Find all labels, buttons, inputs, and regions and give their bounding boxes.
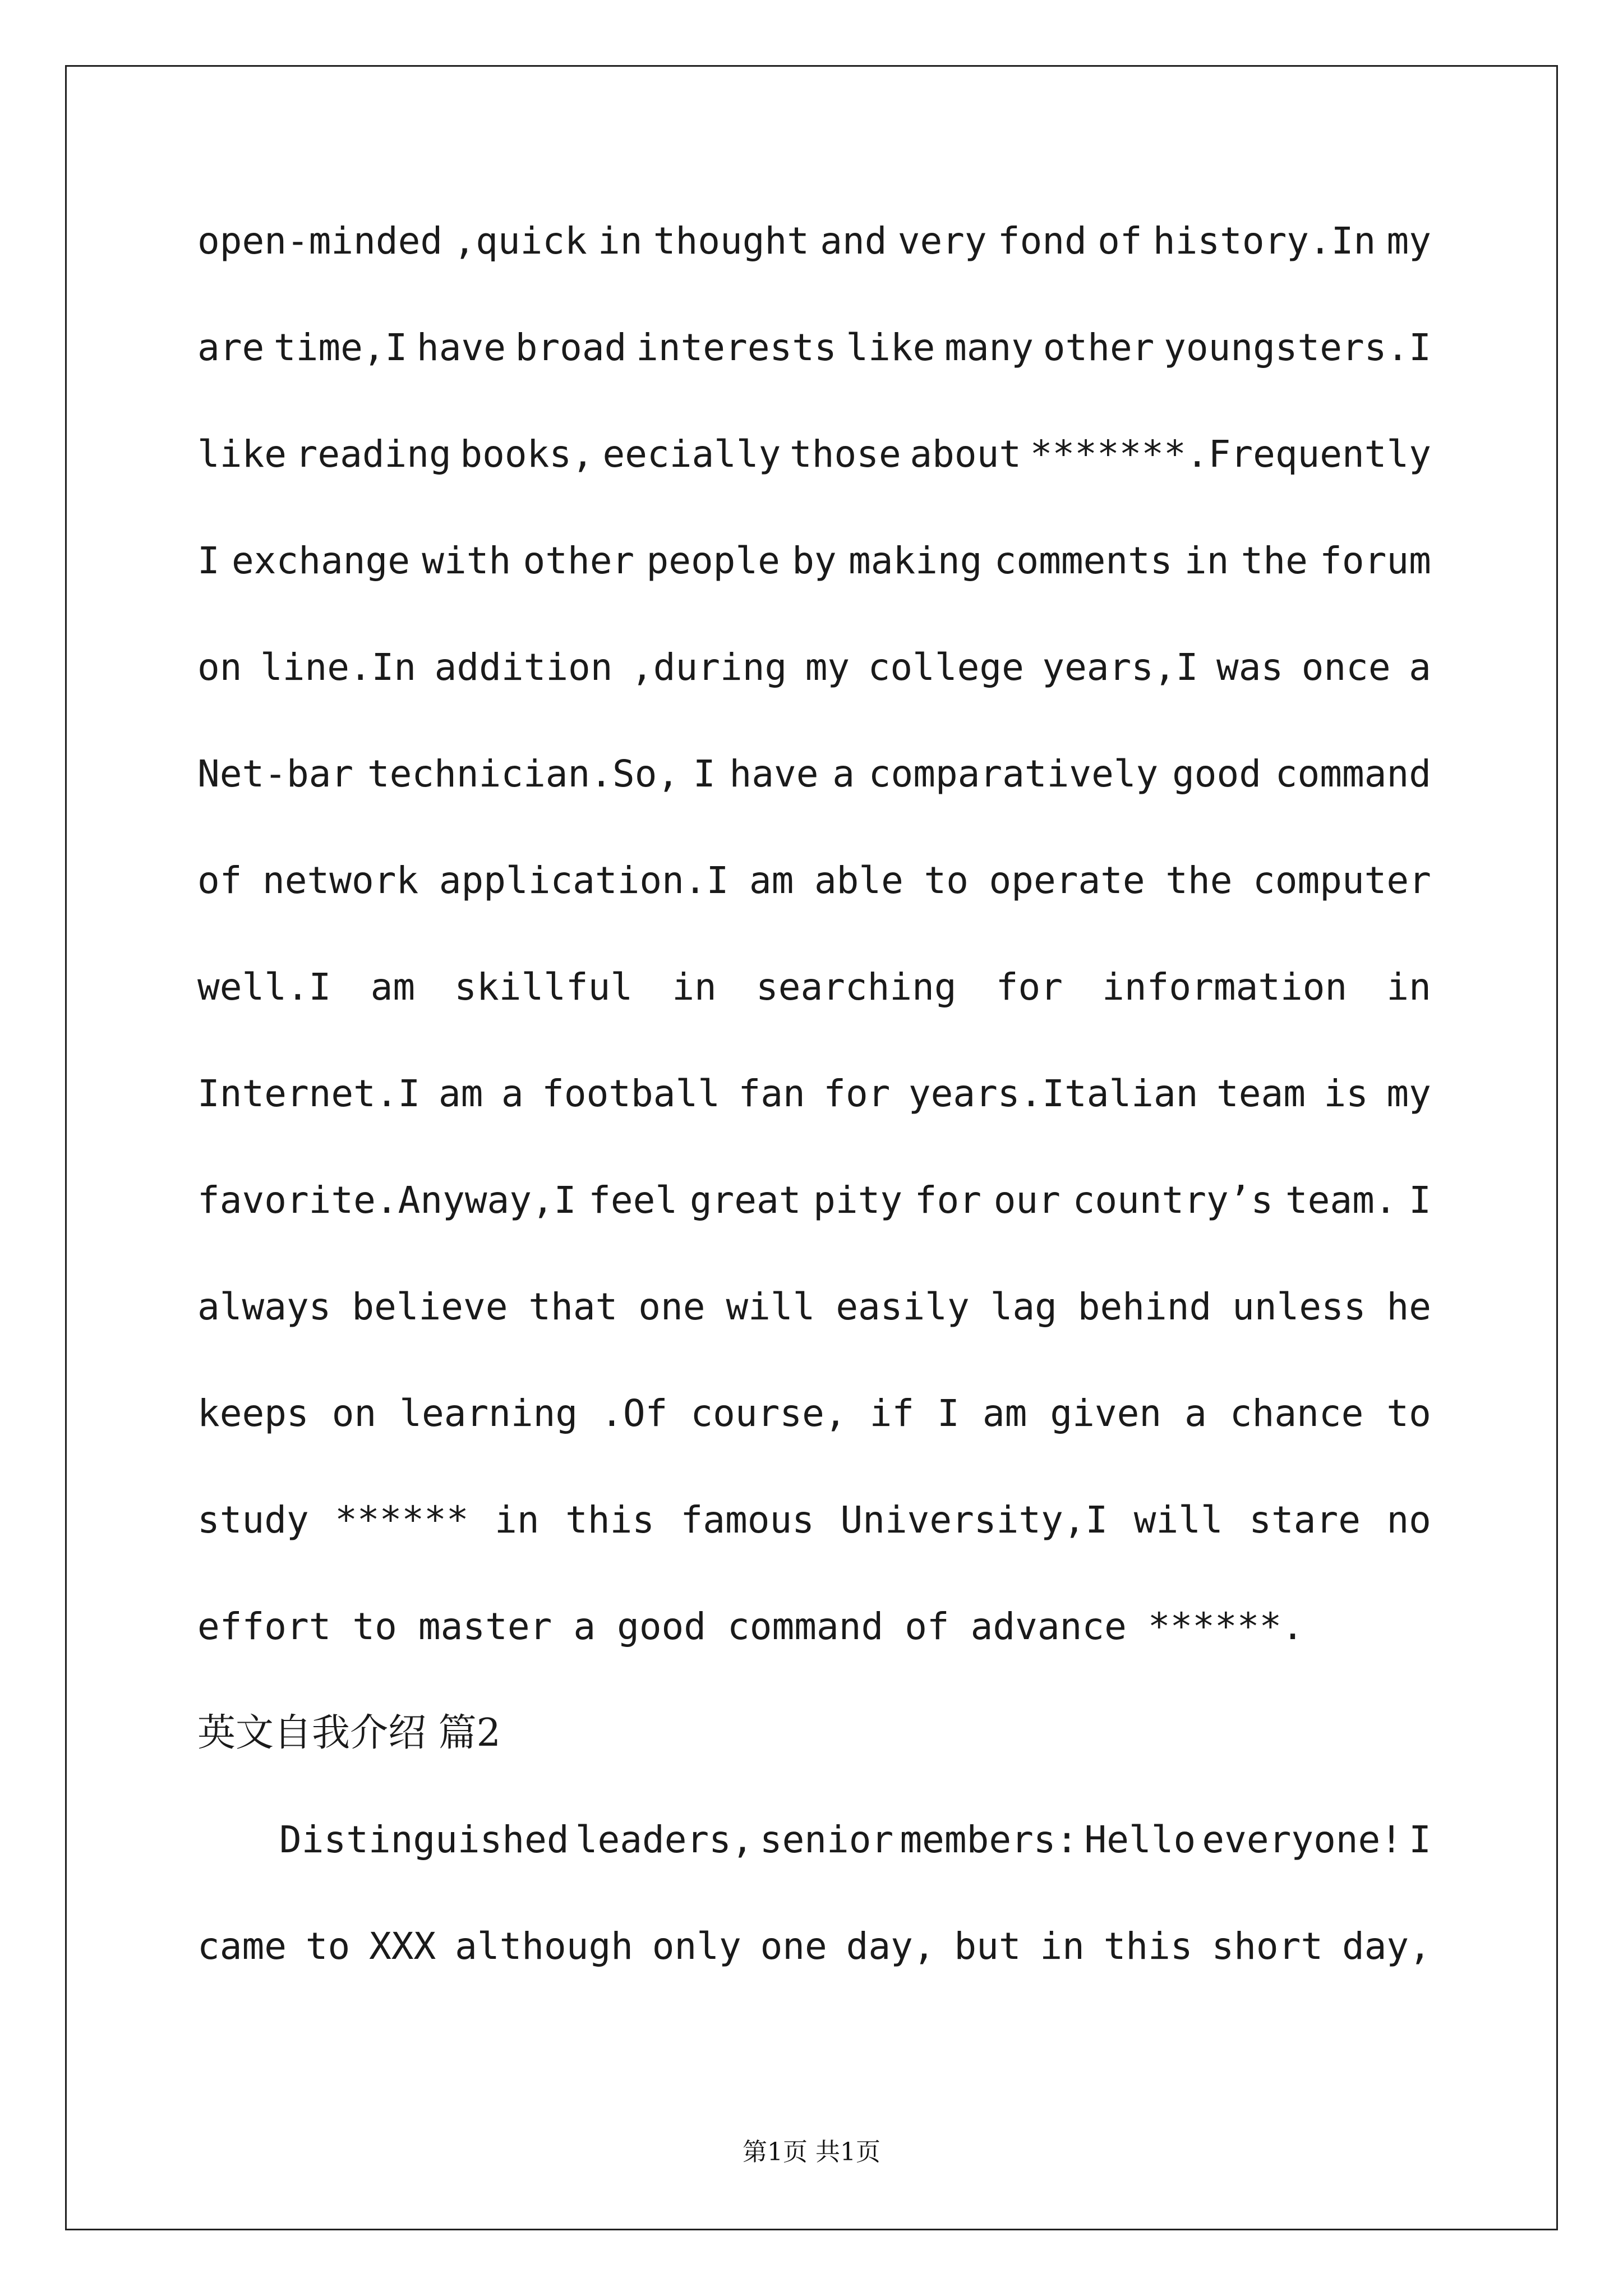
word: XXX bbox=[369, 1925, 436, 1968]
word: by bbox=[792, 539, 837, 582]
word: always bbox=[197, 1285, 331, 1328]
word: leaders, bbox=[575, 1818, 754, 1861]
word: for bbox=[995, 965, 1063, 1009]
word: this bbox=[565, 1498, 655, 1542]
section-heading: 英文自我介绍 篇2 bbox=[197, 1711, 501, 1755]
word: youngsters.I bbox=[1164, 326, 1431, 369]
word: the bbox=[1241, 539, 1308, 582]
word: in bbox=[1386, 965, 1431, 1009]
word: Net-bar bbox=[197, 752, 354, 795]
word: that bbox=[528, 1285, 618, 1328]
word: with bbox=[422, 539, 511, 582]
word: have bbox=[729, 752, 819, 795]
word: good bbox=[617, 1605, 707, 1648]
word: one bbox=[760, 1925, 827, 1968]
word: easily bbox=[836, 1285, 970, 1328]
word: network bbox=[262, 859, 419, 902]
word: lag bbox=[990, 1285, 1057, 1328]
word: one bbox=[638, 1285, 706, 1328]
word: making bbox=[848, 539, 983, 582]
word: computer bbox=[1253, 859, 1431, 902]
text-line bbox=[197, 541, 1431, 648]
word: ******. bbox=[1147, 1605, 1304, 1648]
word: Internet.I bbox=[197, 1072, 421, 1115]
word: addition bbox=[434, 646, 613, 689]
word: other bbox=[1043, 326, 1155, 369]
word: is bbox=[1324, 1072, 1368, 1115]
word: this bbox=[1103, 1925, 1193, 1968]
word: comparatively bbox=[868, 752, 1159, 795]
word: stare bbox=[1249, 1498, 1361, 1542]
word: on bbox=[197, 646, 242, 689]
word: to bbox=[1386, 1392, 1431, 1435]
word: in bbox=[598, 219, 643, 263]
word: searching bbox=[755, 965, 957, 1009]
word: years,I bbox=[1042, 646, 1198, 689]
word: day, bbox=[846, 1925, 935, 1968]
word: great bbox=[689, 1179, 801, 1222]
word: books, bbox=[460, 432, 594, 476]
word: in bbox=[1040, 1925, 1085, 1968]
word: very bbox=[897, 219, 987, 263]
word: command bbox=[1275, 752, 1431, 795]
word: once bbox=[1301, 646, 1391, 689]
word: Distinguished bbox=[279, 1818, 569, 1861]
word: many bbox=[944, 326, 1034, 369]
word: line.In bbox=[260, 646, 417, 689]
word: my bbox=[1386, 219, 1431, 263]
page-footer: 第1页 共1页 bbox=[743, 2138, 880, 2166]
word: University,I bbox=[840, 1498, 1108, 1542]
word: if bbox=[869, 1392, 915, 1435]
word: my bbox=[1386, 1072, 1431, 1115]
word: interests bbox=[636, 326, 837, 369]
word: able bbox=[814, 859, 903, 902]
word: operate bbox=[989, 859, 1145, 902]
word: am bbox=[370, 965, 416, 1009]
word: exchange bbox=[232, 539, 410, 582]
word: for bbox=[914, 1179, 982, 1222]
word: team bbox=[1216, 1072, 1306, 1115]
word: on bbox=[331, 1392, 377, 1435]
word: good bbox=[1172, 752, 1262, 795]
word: my bbox=[805, 646, 850, 689]
word: technician.So, bbox=[367, 752, 680, 795]
word: ,during bbox=[631, 646, 787, 689]
text-line bbox=[197, 754, 1431, 861]
text-line bbox=[197, 965, 1431, 1074]
text-line bbox=[197, 432, 1431, 541]
word: of bbox=[1098, 219, 1142, 263]
word: those bbox=[790, 432, 901, 476]
word: was bbox=[1216, 646, 1284, 689]
text-line bbox=[197, 1498, 1431, 1607]
word: senior bbox=[759, 1818, 894, 1861]
word: eecially bbox=[602, 432, 781, 476]
word: will bbox=[726, 1285, 815, 1328]
word: I bbox=[1409, 1818, 1431, 1861]
text-line bbox=[197, 861, 1431, 968]
word: have bbox=[417, 326, 506, 369]
paragraph-1 bbox=[197, 219, 1431, 1714]
word: of bbox=[905, 1605, 949, 1648]
word: other bbox=[523, 539, 635, 582]
word: skillful bbox=[454, 965, 633, 1009]
word: chance bbox=[1229, 1392, 1364, 1435]
word: no bbox=[1386, 1498, 1431, 1542]
word: history.In bbox=[1152, 219, 1376, 263]
word: ,quick bbox=[453, 219, 587, 263]
word: day, bbox=[1341, 1925, 1431, 1968]
text-line bbox=[197, 1394, 1431, 1501]
word: believe bbox=[352, 1285, 508, 1328]
word: came bbox=[197, 1925, 287, 1968]
word: advance bbox=[970, 1605, 1127, 1648]
word: are bbox=[197, 326, 265, 369]
word: course, bbox=[690, 1392, 847, 1435]
text-line bbox=[197, 1607, 1431, 1714]
word: time,I bbox=[273, 326, 408, 369]
word: fan bbox=[738, 1072, 805, 1115]
text-line bbox=[197, 328, 1431, 435]
word: master bbox=[418, 1605, 552, 1648]
word: everyone! bbox=[1202, 1818, 1403, 1861]
word: although bbox=[455, 1925, 633, 1968]
word: thought bbox=[653, 219, 809, 263]
word: in bbox=[1184, 539, 1229, 582]
word: team. bbox=[1285, 1179, 1397, 1222]
word: ****** bbox=[335, 1498, 469, 1542]
word: command bbox=[727, 1605, 884, 1648]
text-line bbox=[197, 1181, 1431, 1287]
word: in bbox=[495, 1498, 540, 1542]
word: broad bbox=[515, 326, 627, 369]
word: I bbox=[1409, 1179, 1431, 1222]
text-line bbox=[197, 1927, 1431, 2033]
word: feel bbox=[588, 1179, 678, 1222]
word: only bbox=[652, 1925, 741, 1968]
word: .Of bbox=[601, 1392, 668, 1435]
word: famous bbox=[680, 1498, 814, 1542]
word: like bbox=[197, 432, 287, 476]
word: *******.Frequently bbox=[1030, 432, 1431, 476]
word: well.I bbox=[197, 965, 331, 1009]
text-line bbox=[197, 219, 1431, 328]
word: college bbox=[868, 646, 1024, 689]
word: but bbox=[954, 1925, 1021, 1968]
word: forum bbox=[1320, 539, 1431, 582]
word: to bbox=[352, 1605, 397, 1648]
word: learning bbox=[399, 1392, 578, 1435]
word: am bbox=[982, 1392, 1027, 1435]
word: members: bbox=[900, 1818, 1078, 1861]
text-line bbox=[197, 1820, 1431, 1927]
paragraph-2 bbox=[197, 1820, 1431, 2033]
word: reading bbox=[295, 432, 451, 476]
word: I bbox=[693, 752, 716, 795]
word: given bbox=[1050, 1392, 1162, 1435]
word: and bbox=[820, 219, 887, 263]
word: the bbox=[1165, 859, 1233, 902]
word: to bbox=[924, 859, 969, 902]
word: country’s bbox=[1072, 1179, 1274, 1222]
word: a bbox=[501, 1072, 524, 1115]
word: a bbox=[832, 752, 855, 795]
word: favorite.Anyway,I bbox=[197, 1179, 577, 1222]
word: unless bbox=[1232, 1285, 1366, 1328]
word: application.I bbox=[439, 859, 729, 902]
word: I bbox=[197, 539, 220, 582]
text-line bbox=[197, 1074, 1431, 1181]
word: I bbox=[937, 1392, 960, 1435]
word: he bbox=[1386, 1285, 1431, 1328]
word: for bbox=[823, 1072, 891, 1115]
document-body bbox=[197, 219, 1431, 2033]
word: keeps bbox=[197, 1392, 309, 1435]
word: Hello bbox=[1084, 1818, 1196, 1861]
word: football bbox=[542, 1072, 720, 1115]
word: information bbox=[1102, 965, 1348, 1009]
text-line bbox=[197, 648, 1431, 754]
word: open-minded bbox=[197, 219, 443, 263]
word: about bbox=[910, 432, 1022, 476]
text-line bbox=[197, 1287, 1431, 1394]
word: pity bbox=[813, 1179, 903, 1222]
word: fond bbox=[997, 219, 1087, 263]
word: our bbox=[993, 1179, 1061, 1222]
word: a bbox=[1409, 646, 1431, 689]
word: am bbox=[438, 1072, 483, 1115]
word: will bbox=[1133, 1498, 1223, 1542]
word: a bbox=[1184, 1392, 1207, 1435]
word: comments bbox=[994, 539, 1173, 582]
word: to bbox=[305, 1925, 351, 1968]
word: effort bbox=[197, 1605, 331, 1648]
word: in bbox=[672, 965, 717, 1009]
word: of bbox=[197, 859, 242, 902]
word: like bbox=[846, 326, 935, 369]
word: a bbox=[573, 1605, 596, 1648]
word: am bbox=[749, 859, 794, 902]
word: years.Italian bbox=[908, 1072, 1198, 1115]
word: study bbox=[197, 1498, 309, 1542]
word: people bbox=[646, 539, 780, 582]
word: behind bbox=[1077, 1285, 1212, 1328]
word: short bbox=[1211, 1925, 1324, 1968]
